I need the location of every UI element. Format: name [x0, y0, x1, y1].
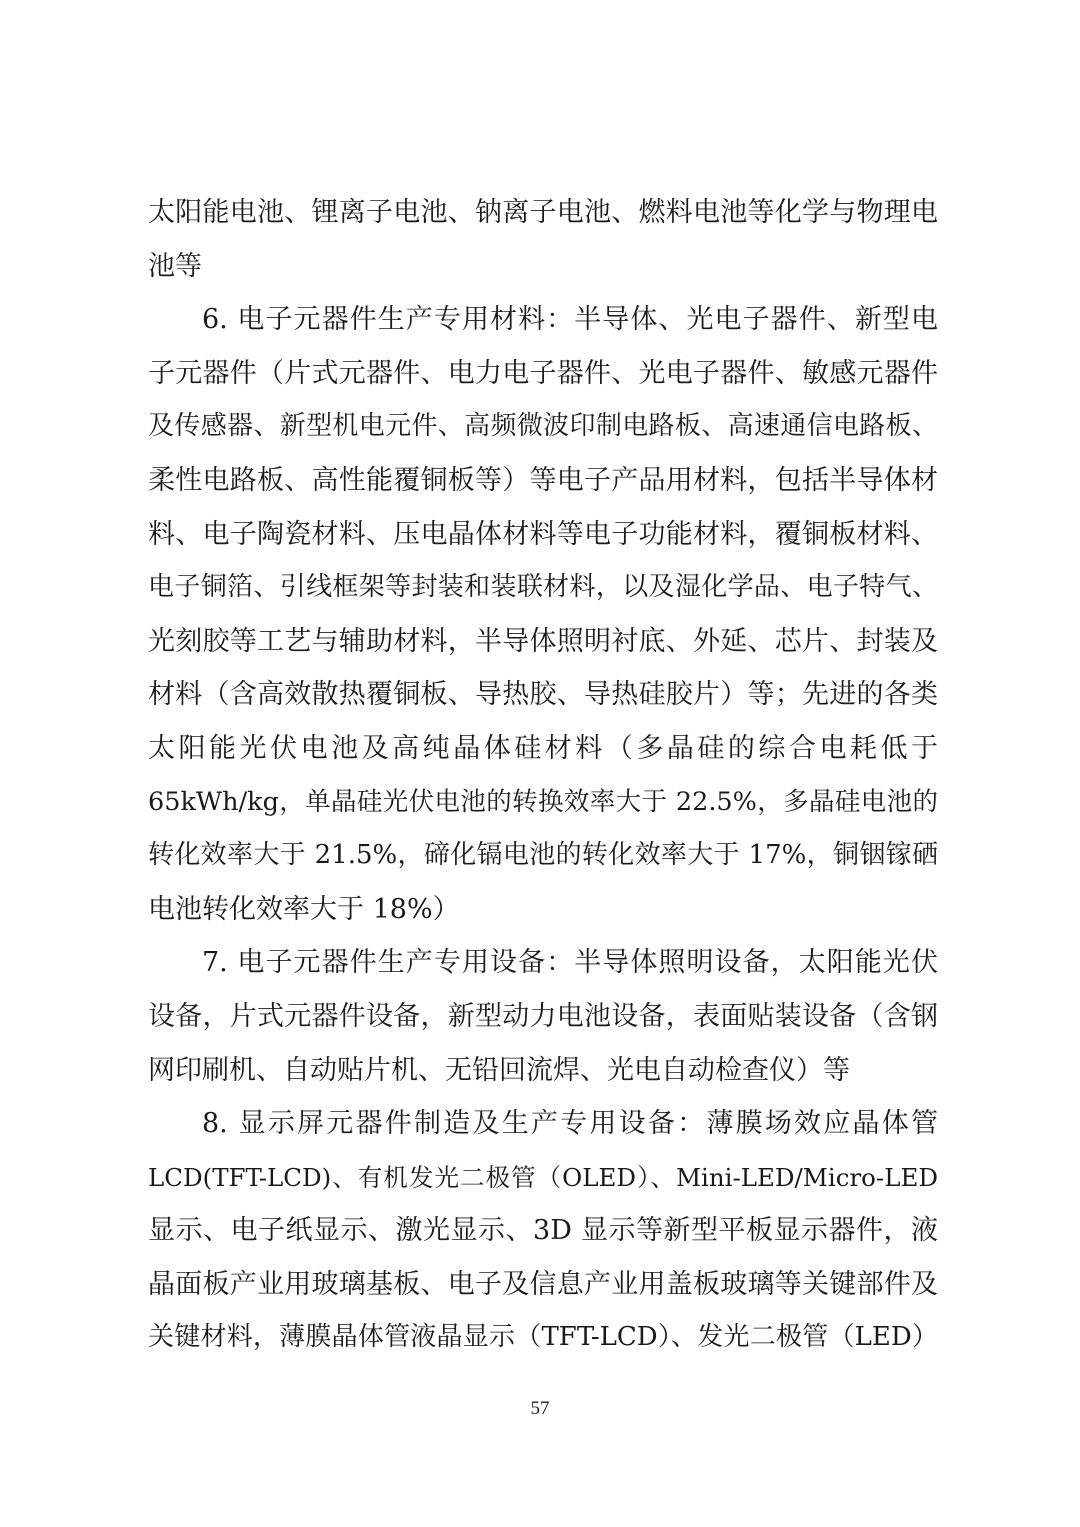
- text-line: 电池转化效率大于 18%）: [148, 893, 460, 925]
- text-line: 转化效率大于 21.5%，碲化镉电池的转化效率大于 17%，铜铟镓硒: [148, 840, 938, 871]
- text-line: 材料（含高效散热覆铜板、导热胶、导热硅胶片）等；先进的各类: [148, 679, 938, 711]
- text-line: LCD(TFT-LCD)、有机发光二极管（OLED）、Mini-LED/Micro-LED: [148, 1162, 938, 1192]
- text-line: 设备，片式元器件设备，新型动力电池设备，表面贴装设备（含钢: [148, 1000, 938, 1032]
- text-line: 显示、电子纸显示、激光显示、3D 显示等新型平板显示器件，液: [148, 1215, 938, 1247]
- text-line: 太阳能电池、锂离子电池、钠离子电池、燃料电池等化学与物理电: [148, 197, 938, 228]
- body-text: [148, 186, 938, 1365]
- page-number: 57: [530, 1398, 550, 1419]
- text-line: 料、电子陶瓷材料、压电晶体材料等电子功能材料，覆铜板材料、: [148, 518, 938, 550]
- text-line: 太阳能光伏电池及高纯晶体硅材料（多晶硅的综合电耗低于: [148, 732, 938, 764]
- text-line: 8. 显示屏元器件制造及生产专用设备：薄膜场效应晶体管: [202, 1108, 938, 1140]
- text-line: 柔性电路板、高性能覆铜板等）等电子产品用材料，包括半导体材: [148, 464, 938, 496]
- text-line: 6. 电子元器件生产专用材料：半导体、光电子器件、新型电: [202, 304, 938, 336]
- text-line: 池等: [148, 250, 202, 282]
- text-line: 65kWh/kg，单晶硅光伏电池的转换效率大于 22.5%，多晶硅电池的: [148, 786, 938, 817]
- text-line: 子元器件（片式元器件、电力电子器件、光电子器件、敏感元器件: [148, 357, 938, 389]
- text-line: 关键材料，薄膜晶体管液晶显示（TFT-LCD）、发光二极管（LED）: [148, 1322, 938, 1353]
- text-line: 光刻胶等工艺与辅助材料，半导体照明衬底、外延、芯片、封装及: [148, 625, 938, 657]
- text-line: 网印刷机、自动贴片机、无铅回流焊、光电自动检查仪）等: [148, 1054, 850, 1086]
- text-line: 及传感器、新型机电元件、高频微波印制电路板、高速通信电路板、: [148, 411, 938, 442]
- text-line: 晶面板产业用玻璃基板、电子及信息产业用盖板玻璃等关键部件及: [148, 1268, 938, 1300]
- text-line: 电子铜箔、引线框架等封装和装联材料，以及湿化学品、电子特气、: [148, 572, 938, 603]
- text-line: 7. 电子元器件生产专用设备：半导体照明设备，太阳能光伏: [202, 947, 938, 979]
